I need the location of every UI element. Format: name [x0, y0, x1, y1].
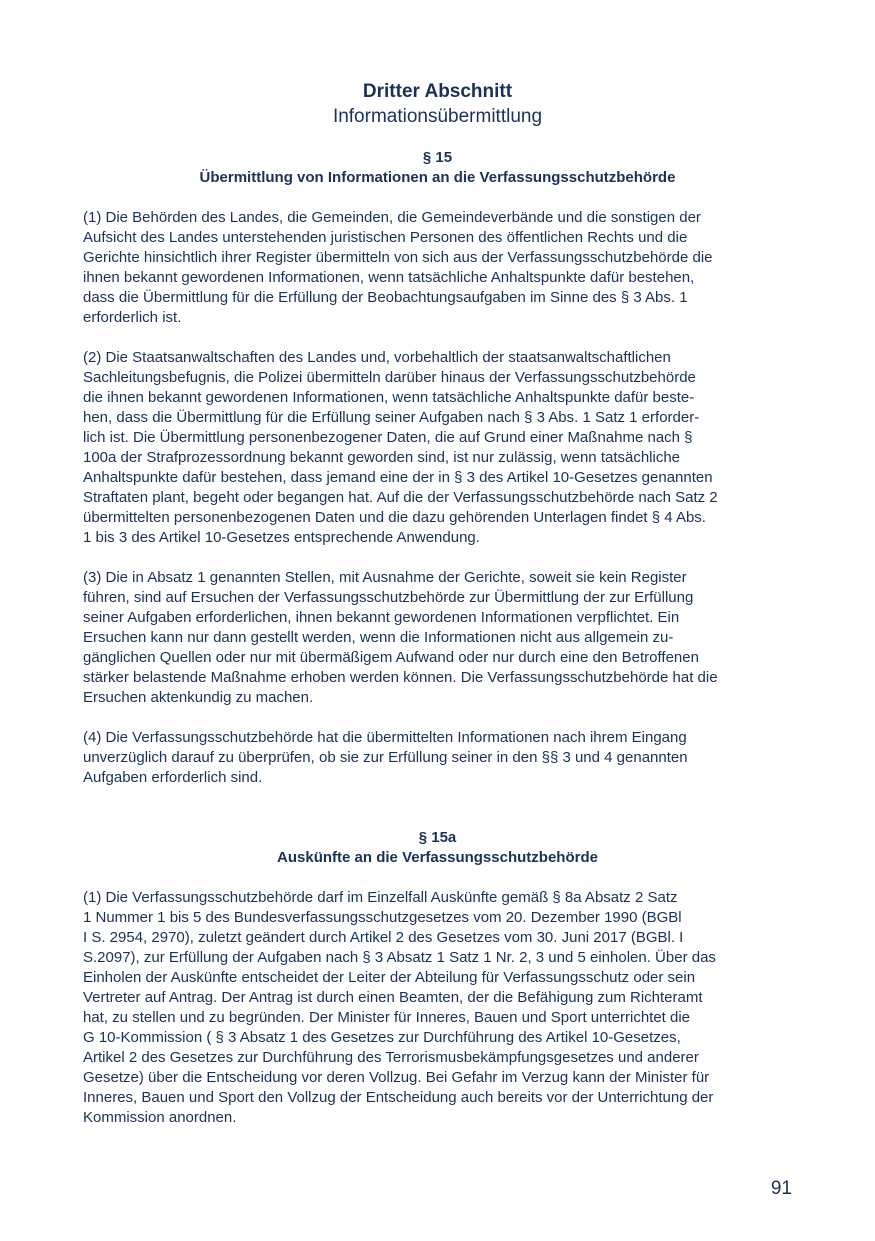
text-line: I S. 2954, 2970), zuletzt geändert durch Artikel 2 des Gesetzes vom 30. Juni 2017 (BGBl. I — [83, 929, 684, 946]
text-line: führen, sind auf Ersuchen der Verfassungsschutzbehörde zur Übermittlung der zur Erfüllung — [83, 589, 694, 606]
section-15-paragraph-1 — [83, 208, 795, 328]
text-line: hat, zu stellen und zu begründen. Der Minister für Inneres, Bauen und Sport unterrichtet die — [83, 1009, 691, 1026]
text-line: (1) Die Behörden des Landes, die Gemeinden, die Gemeindeverbände und die sonstigen der — [83, 209, 701, 226]
section-15-title: Übermittlung von Informationen an die Verfassungsschutzbehörde — [199, 169, 676, 186]
text-line: Aufsicht des Landes unterstehenden juristischen Personen des öffentlichen Rechts und die — [83, 229, 688, 246]
text-line: 100a der Strafprozessordnung bekannt geworden sind, ist nur zulässig, wenn tatsächliche — [83, 449, 681, 466]
text-line: seiner Aufgaben erforderlichen, ihnen bekannt gewordenen Informationen verpflichtet. Ein — [83, 609, 680, 626]
page-number: 91 — [770, 1178, 792, 1199]
text-line: (4) Die Verfassungsschutzbehörde hat die übermittelten Informationen nach ihrem Eingang — [83, 729, 687, 746]
text-line: Kommission anordnen. — [83, 1109, 237, 1126]
text-line: Inneres, Bauen und Sport den Vollzug der Entscheidung auch bereits vor der Unterrichtung der — [83, 1089, 714, 1106]
text-line: 1 bis 3 des Artikel 10-Gesetzes entsprechende Anwendung. — [83, 529, 480, 546]
section-15a-paragraph-1 — [83, 888, 795, 1128]
text-line: Anhaltspunkte dafür bestehen, dass jemand eine der in § 3 des Artikel 10-Gesetzes genannten — [83, 469, 713, 486]
section-15a-number: § 15a — [418, 829, 457, 846]
text-line: lich ist. Die Übermittlung personenbezogener Daten, die auf Grund einer Maßnahme nach § — [83, 429, 693, 446]
text-line: dass die Übermittlung für die Erfüllung der Beobachtungsaufgaben im Sinne des § 3 Abs. 1 — [83, 289, 688, 306]
text-line: (2) Die Staatsanwaltschaften des Landes und, vorbehaltlich der staatsanwaltschaftlichen — [83, 349, 671, 366]
text-line: S.2097), zur Erfüllung der Aufgaben nach § 3 Absatz 1 Satz 1 Nr. 2, 3 und 5 einholen. Über das — [83, 949, 716, 966]
text-line: 1 Nummer 1 bis 5 des Bundesverfassungsschutzgesetzes vom 20. Dezember 1990 (BGBl — [83, 909, 682, 926]
text-line: Gerichte hinsichtlich ihrer Register übermitteln von sich aus der Verfassungsschutzbehörde die — [83, 249, 713, 266]
section-15a-title: Auskünfte an die Verfassungsschutzbehörde — [277, 849, 598, 866]
text-line: unverzüglich darauf zu überprüfen, ob sie zur Erfüllung seiner in den §§ 3 und 4 genannten — [83, 749, 688, 766]
text-line: Einholen der Auskünfte entscheidet der Leiter der Abteilung für Verfassungsschutz oder sein — [83, 969, 696, 986]
text-line: Artikel 2 des Gesetzes zur Durchführung des Terrorismusbekämpfungsgesetzes und anderer — [83, 1049, 699, 1066]
chapter-title: Dritter Abschnitt — [362, 81, 513, 102]
text-line: erforderlich ist. — [83, 309, 182, 326]
text-line: übermittelten personenbezogenen Daten und die dazu gehörenden Unterlagen findet § 4 Abs. — [83, 509, 706, 526]
text-line: Gesetze) über die Entscheidung vor deren Vollzug. Bei Gefahr im Verzug kann der Minister für — [83, 1069, 710, 1086]
text-line: die ihnen bekannt gewordenen Informationen, wenn tatsächliche Anhaltspunkte dafür beste- — [83, 389, 695, 406]
section-15-paragraph-4 — [83, 728, 795, 788]
text-line: Vertreter auf Antrag. Der Antrag ist durch einen Beamten, der die Befähigung zum Richteramt — [83, 989, 703, 1006]
text-line: (3) Die in Absatz 1 genannten Stellen, mit Ausnahme der Gerichte, soweit sie kein Register — [83, 569, 687, 586]
text-line: ihnen bekannt gewordenen Informationen, wenn tatsächliche Anhaltspunkte dafür bestehen, — [83, 269, 695, 286]
text-line: hen, dass die Übermittlung für die Erfüllung seiner Aufgaben nach § 3 Abs. 1 Satz 1 erforder- — [83, 409, 700, 426]
section-15-number: § 15 — [422, 149, 453, 166]
text-line: Sachleitungsbefugnis, die Polizei übermitteln darüber hinaus der Verfassungsschutzbehörde — [83, 369, 696, 386]
section-15-paragraph-2 — [83, 348, 795, 548]
text-line: Ersuchen aktenkundig zu machen. — [83, 689, 314, 706]
chapter-subtitle: Informationsübermittlung — [332, 106, 543, 127]
text-line: (1) Die Verfassungsschutzbehörde darf im Einzelfall Auskünfte gemäß § 8a Absatz 2 Satz — [83, 889, 678, 906]
section-15-paragraph-3 — [83, 568, 795, 708]
text-line: G 10-Kommission ( § 3 Absatz 1 des Gesetzes zur Durchführung des Artikel 10-Gesetzes, — [83, 1029, 681, 1046]
text-line: Aufgaben erforderlich sind. — [83, 769, 263, 786]
text-line: gänglichen Quellen oder nur mit übermäßigem Aufwand oder nur durch eine den Betroffenen — [83, 649, 699, 666]
text-line: Straftaten plant, begeht oder begangen hat. Auf die der Verfassungsschutzbehörde nach Satz 2 — [83, 489, 718, 506]
text-line: stärker belastende Maßnahme erhoben werden können. Die Verfassungsschutzbehörde hat die — [83, 669, 718, 686]
text-line: Ersuchen kann nur dann gestellt werden, wenn die Informationen nicht aus allgemein zu- — [83, 629, 674, 646]
